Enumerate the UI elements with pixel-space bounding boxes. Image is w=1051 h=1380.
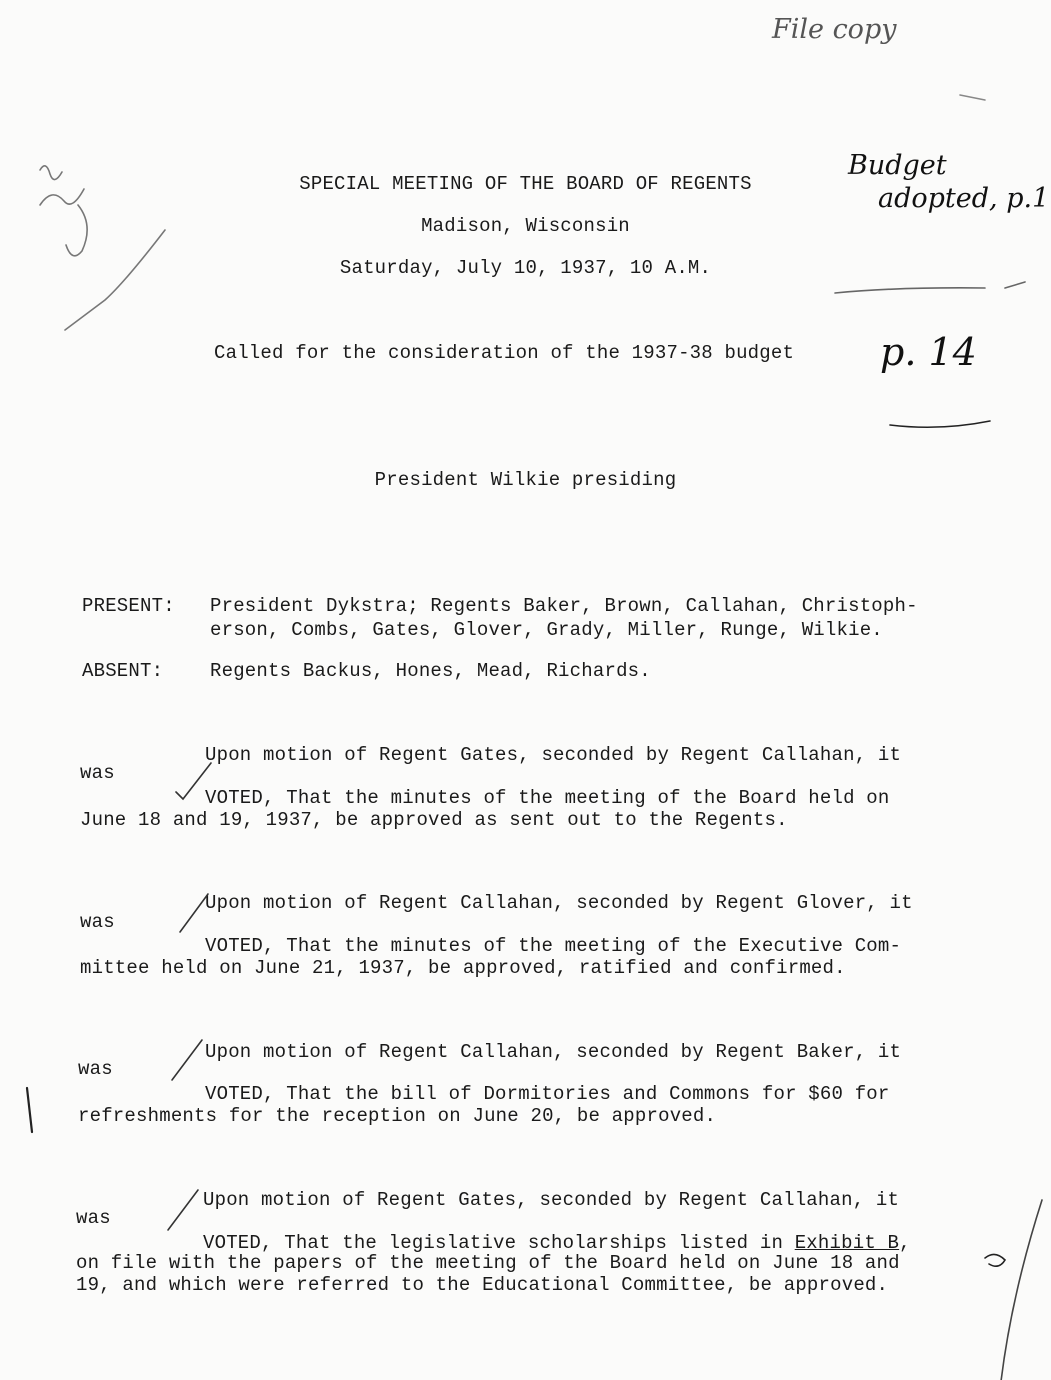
present-line-2: erson, Combs, Gates, Glover, Grady, Miller, Runge, Wilkie. [210, 619, 883, 641]
present-line-1: President Dykstra; Regents Baker, Brown, Callahan, Christoph- [210, 595, 918, 617]
meeting-date: Saturday, July 10, 1937, 10 A.M. [339, 257, 712, 279]
motion-4-voted-comma: , [899, 1232, 911, 1254]
motion-4-voted-text: VOTED, That the legislative scholarships listed in [203, 1232, 795, 1254]
exhibit-b-reference: Exhibit B [794, 1232, 900, 1254]
motion-1-intro: Upon motion of Regent Gates, seconded by Regent Callahan, it [205, 744, 902, 766]
motion-2-intro: Upon motion of Regent Callahan, seconded by Regent Glover, it [205, 892, 913, 914]
motion-4-line-3: 19, and which were referred to the Educational Committee, be approved. [76, 1274, 889, 1296]
motion-3-intro: Upon motion of Regent Callahan, seconded by Regent Baker, it [205, 1041, 902, 1063]
motion-1-voted: VOTED, That the minutes of the meeting of the Board held on [205, 787, 890, 809]
motion-3-voted: VOTED, That the bill of Dormitories and Commons for $60 for [205, 1083, 890, 1105]
absent-line: Regents Backus, Hones, Mead, Richards. [210, 660, 651, 682]
motion-3-line-2: refreshments for the reception on June 20, be approved. [78, 1105, 717, 1127]
presiding-line: President Wilkie presiding [374, 469, 677, 491]
annotation-file-copy: File copy [772, 14, 897, 45]
motion-4-line-2: on file with the papers of the meeting of the Board held on June 18 and [76, 1252, 900, 1274]
motion-2-line-2: mittee held on June 21, 1937, be approved, ratified and confirmed. [80, 957, 846, 979]
meeting-purpose: Called for the consideration of the 1937-38 budget [214, 342, 795, 364]
annotation-page-ref: p. 14 [880, 330, 977, 374]
motion-2-voted: VOTED, That the minutes of the meeting of the Executive Com- [205, 935, 902, 957]
annotation-adopted: adopted, p.1 [878, 183, 1050, 214]
motion-4-was: was [76, 1207, 111, 1229]
motion-2-was: was [80, 911, 115, 933]
motion-1-line-2: June 18 and 19, 1937, be approved as sent out to the Regents. [80, 809, 788, 831]
meeting-title: SPECIAL MEETING OF THE BOARD OF REGENTS [299, 173, 752, 195]
motion-4-intro: Upon motion of Regent Gates, seconded by Regent Callahan, it [203, 1189, 900, 1211]
annotation-budget: Budget [848, 150, 947, 181]
motion-1-was: was [80, 762, 115, 784]
motion-3-was: was [78, 1058, 113, 1080]
absent-label: ABSENT: [82, 660, 164, 682]
present-label: PRESENT: [82, 595, 175, 617]
meeting-place: Madison, Wisconsin [421, 215, 630, 237]
